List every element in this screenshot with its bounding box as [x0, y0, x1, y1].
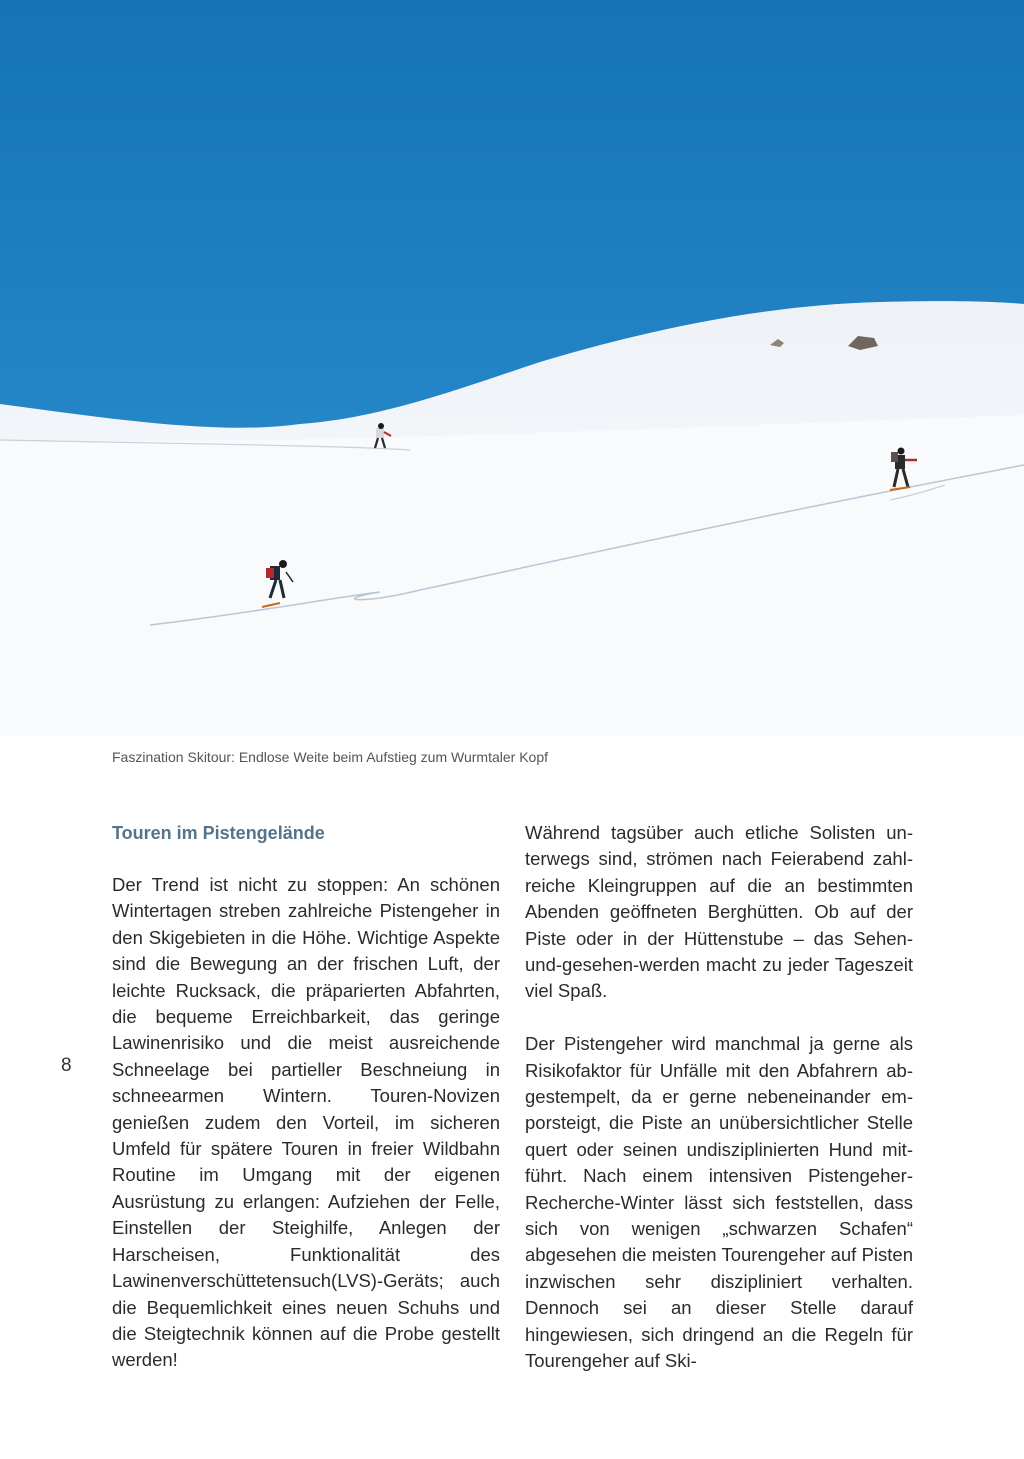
page-number: 8	[61, 1055, 72, 1076]
paragraph: Der Trend ist nicht zu stoppen: An schönen Wintertagen streben zahlreiche Pistengeher in den Skigebieten in die Höhe. Wichtige Aspekte sind die Bewegung an der frischen Luft, der leichte Rucksack, die präparierten Abfahrten, die bequeme Erreichbarkeit, das geringe Lawinenrisiko und die meist ausreichende Schneelage bei partieller Beschneiung in schneearmen Wintern. Touren-Novizen genießen zudem den Vorteil, im sicheren Umfeld für spätere Touren in freier Wildbahn Routine im Umgang mit der eigenen Ausrüstung zu erlangen: Aufziehen der Felle, Einstellen der Steighilfe, Anlegen der Harscheisen, Funktionalität des Lawinenverschüttetensuch(LVS)-Geräts; auch die Bequemlichkeit eines neuen Schuhs und die Steigtechnik können auf die Probe gestellt werden!	[112, 874, 500, 1371]
photo-caption: Faszination Skitour: Endlose Weite beim Aufstieg zum Wurmtaler Kopf	[112, 749, 549, 765]
paragraph: Der Pistengeher wird manchmal ja gerne als Risikofaktor für Unfälle mit den Abfahrern abgestempelt, da er gerne nebeneinander emporsteigt, die Piste an unübersichtlicher Stelle quert oder seinen undisziplinierten Hund mitführt. Nach einem intensiven Pistengeher-Recherche-Winter lässt sich feststellen, dass sich von wenigen „schwarzen Schafen“ abgesehen die meisten Tourengeher auf Pisten inzwischen sehr diszipliniert verhalten. Dennoch sei an dieser Stelle darauf hingewiesen, sich dringend an die Regeln für Tourengeher auf Ski-	[525, 1033, 913, 1372]
text-column-right	[525, 820, 913, 1401]
section-heading: Touren im Pistengelände	[112, 823, 325, 843]
paragraph: Während tagsüber auch etliche Solisten unterwegs sind, strömen nach Feierabend zahlreiche Kleingruppen auf die an bestimmten Abenden geöffneten Berghütten. Ob auf der Piste oder in der Hüttenstube – das Sehen-und-gesehen-werden macht zu jeder Tageszeit viel Spaß.	[525, 822, 913, 1002]
text-column-left	[112, 820, 500, 1400]
